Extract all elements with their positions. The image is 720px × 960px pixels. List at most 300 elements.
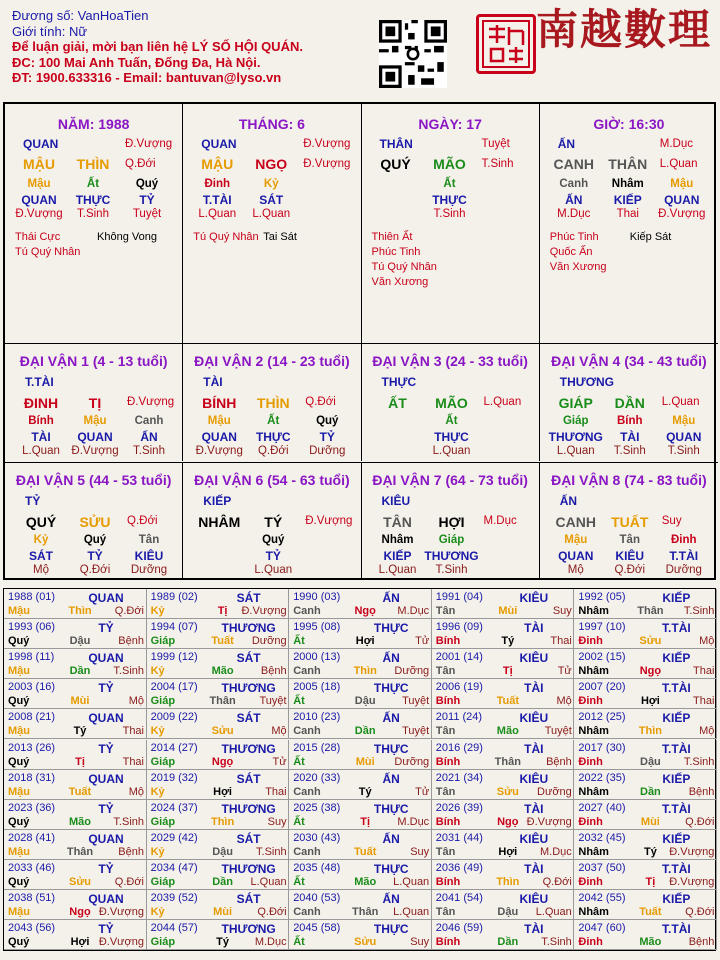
dai-van-stem: TÂN: [383, 514, 412, 530]
year-stem-god: TỶ: [98, 861, 114, 876]
year-stem-god: QUAN: [88, 831, 124, 846]
year-phase: Tử: [272, 755, 287, 768]
year-branch: Tý: [358, 785, 372, 798]
year-stem: Bính: [435, 936, 461, 949]
year-label: 1994 (07): [150, 621, 198, 634]
year-label: 2040 (53): [293, 892, 341, 904]
dai-van-hidden-phase: L.Quan: [22, 445, 60, 457]
year-phase: Suy: [552, 605, 572, 617]
year-stem: Kỷ: [150, 605, 165, 617]
year-cell: [289, 890, 432, 920]
year-stem-god: TÀI: [524, 621, 544, 636]
pillar-stem: CANH: [553, 156, 594, 172]
dai-van-hidden-phase: Q.Đới: [257, 445, 289, 457]
dai-van-hidden-stem: Tân: [619, 534, 640, 546]
dai-van-branch-phase: Đ.Vượng: [127, 396, 175, 408]
year-stem-god: THỰC: [373, 922, 409, 937]
year-stem: Ất: [293, 815, 305, 828]
pillar-stem-phase: Đ.Vượng: [125, 138, 173, 150]
year-phase: M.Dục: [397, 605, 430, 617]
year-branch: Tuất: [68, 785, 92, 798]
dai-van-branch: MÃO: [435, 395, 468, 411]
pillar-branch: MÃO: [433, 156, 466, 172]
year-stem-god: T.TÀI: [662, 801, 691, 816]
year-phase: Đ.Vượng: [669, 875, 715, 888]
year-label: 2028 (41): [8, 831, 56, 844]
header-info: [12, 8, 303, 86]
year-branch: Mùi: [355, 755, 375, 768]
year-branch: Mão: [639, 936, 662, 949]
year-branch: Tị: [217, 605, 228, 617]
year-phase: Tuyệt: [402, 695, 430, 708]
pillar-title: GIỜ: 16:30: [593, 116, 665, 132]
year-cell: [574, 649, 717, 679]
year-phase: Mộ: [128, 785, 144, 798]
year-cell: [432, 770, 575, 800]
year-stem-god: QUAN: [88, 651, 124, 666]
year-cell: [147, 709, 290, 739]
year-branch: Mùi: [70, 695, 90, 708]
year-branch: Hợi: [213, 785, 232, 798]
year-stem-god: THƯƠNG: [221, 621, 276, 636]
year-stem: Tân: [435, 725, 456, 738]
year-stem: Giáp: [150, 875, 176, 888]
year-cell: [147, 770, 290, 800]
dai-van-hidden-god: TỶ: [319, 430, 335, 444]
year-cell: [289, 589, 432, 619]
dai-van-hidden-god: KIÊU: [134, 549, 164, 563]
year-label: 2037 (50): [578, 861, 626, 874]
year-stem: Ất: [293, 635, 305, 648]
year-label: 1993 (06): [8, 621, 56, 634]
year-stem: Nhâm: [578, 785, 609, 798]
year-stem-god: THƯƠNG: [221, 861, 276, 876]
year-cell: [147, 830, 290, 860]
year-label: 2007 (20): [578, 681, 626, 694]
four-pillars-chart: [3, 102, 716, 580]
year-cell: [432, 890, 575, 920]
dai-van-stem: BÍNH: [202, 395, 237, 411]
year-cell: [289, 709, 432, 739]
year-phase: Thai: [122, 725, 144, 738]
year-stem-god: KIẾP: [662, 711, 691, 726]
year-stem-god: ẤN: [382, 771, 400, 786]
year-cell: [432, 679, 575, 709]
dai-van-branch-phase: L.Quan: [483, 396, 522, 408]
pillar-star: Quốc Ấn: [549, 246, 593, 258]
year-phase: L.Quan: [250, 875, 287, 888]
year-stem: Ất: [293, 755, 305, 768]
dai-van-title: ĐẠI VẬN 5 (44 - 53 tuổi): [15, 472, 172, 488]
dai-van-hidden-stem: Bính: [28, 415, 54, 427]
year-branch: Mão: [211, 665, 234, 678]
dai-van-branch-phase: Đ.Vượng: [305, 515, 353, 527]
year-stem-god: KIÊU: [519, 831, 549, 846]
year-cell: [289, 770, 432, 800]
year-label: 1995 (08): [293, 621, 341, 634]
dai-van-hidden-phase: Dưỡng: [309, 445, 346, 457]
year-cell: [289, 649, 432, 679]
year-branch: Mùi: [640, 815, 660, 828]
year-branch: Dậu: [640, 755, 661, 768]
year-stem-god: SÁT: [236, 831, 261, 846]
year-stem-god: THƯƠNG: [221, 801, 276, 816]
year-label: 2026 (39): [435, 801, 483, 814]
dai-van-title: ĐẠI VẬN 4 (34 - 43 tuổi): [551, 353, 707, 369]
year-label: 2033 (46): [8, 861, 56, 874]
year-stem: Quý: [8, 815, 30, 828]
pillar-stem-god: QUAN: [23, 137, 59, 151]
year-cell: [574, 619, 717, 649]
year-branch: Ngọ: [211, 755, 234, 768]
year-branch: Thìn: [210, 815, 235, 828]
year-phase: T.Sinh: [113, 815, 144, 828]
year-label: 2013 (26): [8, 741, 56, 754]
hidden-god: T.TÀI: [202, 193, 232, 207]
dai-van-stem-god: TÀI: [203, 375, 223, 389]
year-stem-god: KIẾP: [662, 771, 691, 786]
year-branch: Tý: [73, 725, 87, 738]
year-label: 2032 (45): [578, 831, 626, 844]
year-stem: Đinh: [578, 875, 603, 888]
sex-label: Giới tính:: [12, 23, 66, 39]
hidden-stem: Canh: [559, 178, 589, 190]
year-label: 2008 (21): [8, 711, 56, 724]
dai-van-hidden-phase: T.Sinh: [435, 564, 468, 576]
year-stem-god: THỰC: [373, 621, 409, 636]
year-phase: Suy: [267, 815, 287, 828]
year-stem-god: TÀI: [524, 922, 544, 937]
year-stem: Quý: [8, 936, 30, 949]
pillar-stem-phase: Tuyệt: [481, 138, 510, 150]
year-cell: [432, 740, 575, 770]
year-stem: Tân: [435, 665, 456, 678]
dai-van-stem: CANH: [555, 514, 596, 530]
dai-van-hidden-phase: Đ.Vượng: [71, 445, 119, 457]
year-branch: Tuất: [353, 845, 377, 858]
year-label: 2025 (38): [293, 801, 341, 814]
dai-van-hidden-god: THỰC: [434, 430, 469, 444]
dai-van-hidden-stem: Quý: [316, 415, 339, 427]
year-label: 2001 (14): [435, 651, 483, 664]
year-branch: Tị: [75, 755, 85, 768]
dai-van-title: ĐẠI VẬN 1 (4 - 13 tuổi): [19, 353, 168, 369]
pillar-star: Văn Xương: [549, 261, 607, 273]
hidden-god: TỶ: [139, 193, 155, 207]
year-phase: Đ.Vượng: [241, 605, 287, 617]
pillar-star: Kiếp Sát: [629, 231, 672, 243]
year-stem: Mậu: [8, 605, 30, 617]
year-branch: Thìn: [638, 725, 662, 738]
year-phase: Q.Đới: [685, 906, 715, 918]
dai-van-hidden-phase: Mộ: [33, 564, 49, 576]
year-stem: Giáp: [150, 815, 176, 828]
year-label: 1997 (10): [578, 621, 626, 634]
dai-van-stem-god: THỰC: [381, 375, 417, 389]
year-stem-god: T.TÀI: [662, 861, 691, 876]
year-phase: Bệnh: [260, 665, 287, 678]
year-stem-god: THƯƠNG: [221, 741, 276, 756]
year-stem: Kỷ: [150, 725, 165, 738]
dai-van-hidden-god: TỶ: [265, 549, 281, 563]
pillar-star: Tai Sát: [263, 231, 297, 243]
year-label: 1999 (12): [150, 651, 198, 664]
year-phase: Dưỡng: [537, 785, 572, 798]
year-stem: Kỷ: [150, 665, 165, 678]
hidden-phase: T.Sinh: [77, 208, 109, 220]
year-stem: Quý: [8, 875, 30, 888]
pillar-branch-phase: T.Sinh: [481, 158, 514, 170]
dai-van-hidden-phase: L.Quan: [556, 445, 595, 457]
year-stem: Canh: [293, 845, 321, 858]
year-branch: Ngọ: [639, 665, 662, 678]
year-phase: T.Sinh: [541, 936, 572, 949]
year-branch: Mão: [354, 875, 377, 888]
year-stem-god: QUAN: [88, 711, 124, 726]
pillar-stem-god: THÂN: [379, 137, 413, 151]
dai-van-hidden-god: QUAN: [201, 430, 237, 444]
year-stem-god: KIÊU: [519, 651, 549, 666]
year-stem: Bính: [435, 875, 461, 888]
pillar-branch-phase: Đ.Vượng: [303, 158, 351, 170]
year-branch: Tý: [501, 635, 515, 648]
year-branch: Mão: [496, 725, 519, 738]
year-cell: [4, 709, 147, 739]
dai-van-branch: HỢI: [438, 514, 465, 530]
brand-logo: 南越數理: [536, 5, 713, 54]
year-label: 2011 (24): [435, 711, 483, 724]
year-phase: M.Dục: [540, 845, 572, 858]
year-stem-god: TỶ: [98, 741, 114, 756]
year-branch: Ngọ: [497, 815, 519, 828]
year-stem-god: KIẾP: [662, 651, 691, 666]
year-cell: [289, 830, 432, 860]
year-label: 1991 (04): [435, 591, 483, 603]
year-cell: [574, 920, 717, 950]
dai-van-hidden-god: THỰC: [255, 430, 291, 444]
year-branch: Ngọ: [69, 906, 91, 918]
year-phase: L.Quan: [535, 906, 572, 918]
year-cell: [574, 830, 717, 860]
year-stem: Đinh: [578, 755, 603, 768]
year-cell: [574, 679, 717, 709]
year-phase: Đ.Vượng: [98, 936, 144, 949]
year-phase: T.Sinh: [256, 845, 287, 858]
hidden-phase: Tuyệt: [132, 208, 162, 220]
year-label: 2021 (34): [435, 771, 483, 784]
year-stem: Bính: [435, 755, 461, 768]
year-branch: Tuất: [496, 695, 519, 708]
year-stem: Mậu: [8, 906, 30, 918]
year-cell: [432, 830, 575, 860]
dai-van-branch: SỬU: [79, 514, 111, 530]
pillar-title: NGÀY: 17: [418, 116, 482, 132]
year-label: 2036 (49): [435, 861, 483, 874]
year-stem-god: TỶ: [98, 801, 114, 816]
year-branch: Tị: [360, 815, 371, 828]
year-branch: Thìn: [353, 665, 377, 678]
phone-email-line: ĐT: 1900.633316 - Email: bantuvan@lyso.vn: [12, 70, 282, 85]
year-label: 2015 (28): [293, 741, 341, 754]
year-phase: M.Dục: [397, 815, 430, 828]
year-phase: Q.Đới: [685, 815, 715, 828]
dai-van-title: ĐẠI VẬN 8 (74 - 83 tuổi): [551, 472, 707, 488]
year-branch: Thân: [352, 906, 379, 918]
year-phase: Dưỡng: [394, 665, 430, 678]
year-stem: Kỷ: [150, 845, 165, 858]
year-phase: Q.Đới: [257, 906, 287, 918]
year-phase: Đ.Vượng: [669, 845, 715, 858]
year-branch: Dần: [640, 785, 661, 798]
year-phase: Bệnh: [688, 936, 715, 949]
year-cell: [574, 860, 717, 890]
dai-van-stem-god: KIẾP: [203, 494, 232, 508]
dai-van-hidden-god: KIÊU: [615, 549, 645, 563]
year-stem: Giáp: [150, 936, 176, 949]
year-branch: Mùi: [213, 906, 233, 918]
dai-van-hidden-stem: Đinh: [670, 534, 697, 546]
year-branch: Sửu: [354, 936, 377, 949]
year-cell: [432, 619, 575, 649]
year-stem: Canh: [293, 605, 321, 617]
year-stem-god: TÀI: [524, 741, 544, 756]
year-cell: [289, 679, 432, 709]
year-cell: [574, 740, 717, 770]
pillar-star: Tú Quý Nhân: [371, 261, 437, 273]
year-label: 2003 (16): [8, 681, 56, 694]
dai-van-stem-god: ẤN: [559, 494, 578, 508]
year-label: 2006 (19): [435, 681, 483, 694]
pillar-stem-phase: M.Dục: [659, 138, 693, 150]
dai-van-stem: NHÂM: [198, 514, 241, 530]
dai-van-hidden-phase: Đ.Vượng: [195, 445, 243, 457]
pillar-title: NĂM: 1988: [57, 116, 130, 132]
year-branch: Dần: [212, 875, 233, 888]
year-cell: [4, 920, 147, 950]
hidden-god: QUAN: [21, 193, 57, 207]
year-stem: Mậu: [8, 665, 30, 678]
hidden-god: ẤN: [565, 193, 583, 207]
year-stem-god: THƯƠNG: [221, 922, 276, 937]
year-cell: [574, 709, 717, 739]
year-label: 2029 (42): [150, 831, 198, 844]
year-stem: Đinh: [578, 815, 603, 828]
year-label: 2023 (36): [8, 801, 56, 814]
dai-van-hidden-stem: Tân: [138, 534, 160, 546]
year-stem: Đinh: [578, 635, 603, 648]
hidden-god: THỰC: [75, 193, 111, 207]
year-phase: Tử: [415, 785, 430, 798]
year-cell: [432, 649, 575, 679]
dai-van-4: [540, 343, 718, 461]
year-label: 2030 (43): [293, 831, 341, 844]
year-stem-god: SÁT: [236, 771, 261, 786]
year-phase: T.Sinh: [113, 665, 144, 678]
year-phase: Mộ: [556, 695, 572, 708]
year-phase: Suy: [410, 845, 430, 858]
hidden-phase: T.Sinh: [433, 208, 466, 220]
year-cell: [4, 830, 147, 860]
pillar-branch-phase: L.Quan: [659, 158, 698, 170]
year-stem: Nhâm: [578, 665, 609, 678]
year-cell: [574, 890, 717, 920]
dai-van-stem-god: TỶ: [25, 494, 41, 508]
qr-code-icon: [379, 20, 447, 88]
year-cell: [432, 920, 575, 950]
hidden-phase: Thai: [616, 208, 639, 220]
year-stem-god: SÁT: [236, 591, 261, 605]
dai-van-hidden-god: T.TÀI: [669, 549, 699, 563]
year-stem-god: TỶ: [98, 681, 114, 696]
dai-van-6: [183, 462, 361, 580]
year-stem-god: T.TÀI: [662, 681, 691, 696]
year-stem: Mậu: [8, 845, 30, 858]
year-stem-god: KIÊU: [519, 711, 549, 726]
hidden-phase: Đ.Vượng: [658, 208, 706, 220]
dai-van-stem: QUÝ: [25, 514, 57, 530]
year-branch: Tý: [643, 845, 657, 858]
year-stem: Bính: [435, 815, 461, 828]
year-branch: Thìn: [68, 605, 92, 617]
year-stem: Tân: [435, 906, 456, 918]
year-label: 2024 (37): [150, 801, 198, 814]
year-stem: Nhâm: [578, 845, 609, 858]
year-phase: Q.Đới: [114, 875, 144, 888]
year-cell: [147, 649, 290, 679]
dai-van-hidden-god: QUAN: [666, 430, 702, 444]
hidden-stem: Ất: [443, 178, 456, 190]
dai-van-hidden-god: TỶ: [87, 549, 103, 563]
year-cell: [574, 800, 717, 830]
year-stem: Tân: [435, 605, 456, 617]
dai-van-stem: ĐINH: [23, 395, 59, 411]
year-phase: Tuyệt: [259, 695, 287, 708]
dai-van-stem-god: T.TÀI: [25, 375, 54, 389]
year-phase: Dưỡng: [394, 755, 430, 768]
year-stem-god: SÁT: [236, 651, 261, 666]
dai-van-hidden-stem: Kỷ: [33, 534, 49, 546]
year-stem-god: THỰC: [373, 801, 409, 816]
dai-van-branch: TÝ: [264, 514, 283, 530]
year-cell: [432, 860, 575, 890]
year-stem-god: KIẾP: [662, 892, 691, 906]
year-label: 2012 (25): [578, 711, 626, 724]
year-label: 2041 (54): [435, 892, 483, 904]
hidden-stem: Đinh: [204, 178, 231, 190]
sex-value: Nữ: [68, 23, 88, 39]
year-phase: Q.Đới: [542, 875, 572, 888]
year-cell: [4, 740, 147, 770]
year-phase: Đ.Vượng: [526, 815, 572, 828]
address-line: ĐC: 100 Mai Anh Tuấn, Đống Đa, Hà Nội.: [12, 54, 261, 70]
year-label: 2022 (35): [578, 771, 626, 784]
hidden-stem: Kỷ: [263, 178, 279, 190]
hidden-phase: M.Dục: [557, 208, 591, 220]
dai-van-hidden-stem: Giáp: [438, 534, 465, 546]
year-branch: Dậu: [212, 845, 233, 858]
year-phase: Tuyệt: [544, 725, 572, 738]
pillar-stem: MẬU: [201, 156, 234, 172]
dai-van-hidden-phase: Mộ: [567, 564, 584, 576]
year-branch: Mão: [69, 815, 91, 828]
hidden-stem: Mậu: [27, 178, 51, 190]
year-stem: Ất: [293, 695, 305, 708]
year-cell: [432, 800, 575, 830]
year-cell: [574, 589, 717, 619]
hidden-god: SÁT: [259, 193, 284, 207]
dai-van-branch-phase: L.Quan: [661, 396, 700, 408]
year-branch: Thân: [209, 695, 236, 708]
